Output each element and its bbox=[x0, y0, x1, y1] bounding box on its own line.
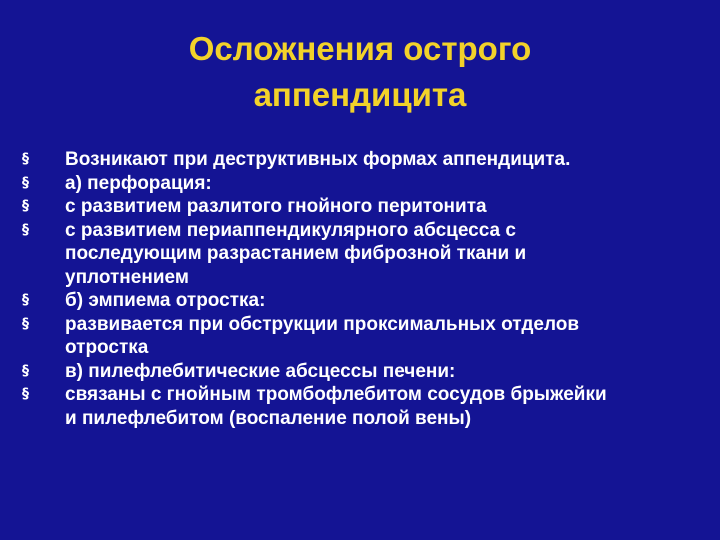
bullet-text bbox=[65, 196, 487, 217]
section-sign-bullet-icon: § bbox=[22, 151, 29, 167]
bullet-line: Возникают при деструктивных формах аппендицита. bbox=[65, 149, 571, 170]
bullet-line: а) перфорация: bbox=[65, 172, 212, 194]
bullet-line: связаны с гнойным тромбофлебитом сосудов брыжейки bbox=[65, 384, 607, 405]
section-sign-bullet-icon: § bbox=[22, 198, 29, 214]
bullet-text bbox=[65, 361, 455, 382]
section-sign-bullet-icon: § bbox=[22, 292, 29, 308]
bullet-line: последующим разрастанием фиброзной ткани и bbox=[65, 243, 527, 264]
section-sign-bullet-icon: § bbox=[22, 174, 29, 191]
bullet-item bbox=[22, 289, 712, 313]
bullet-item bbox=[22, 383, 712, 430]
bullet-text bbox=[65, 149, 570, 170]
bullet-text bbox=[65, 314, 579, 359]
bullet-line: в) пилефлебитические абсцессы печени: bbox=[65, 360, 456, 382]
bullet-item bbox=[22, 219, 712, 290]
section-sign-bullet-icon: § bbox=[22, 315, 29, 332]
bullet-line: и пилефлебитом (воспаление полой вены) bbox=[65, 407, 472, 429]
bullet-item bbox=[22, 172, 712, 196]
bullet-item bbox=[22, 148, 712, 172]
section-sign-bullet-icon: § bbox=[22, 221, 29, 238]
bullet-item bbox=[22, 195, 712, 219]
section-sign-bullet-icon: § bbox=[22, 386, 29, 402]
title-line-1: Осложнения острого bbox=[188, 30, 532, 67]
bullet-text bbox=[65, 290, 265, 311]
bullet-text bbox=[65, 173, 212, 194]
bullet-item bbox=[22, 313, 712, 360]
slide-title bbox=[40, 26, 680, 118]
bullet-text bbox=[65, 384, 607, 429]
title-line-2: аппендицита bbox=[253, 76, 467, 113]
bullet-line: отростка bbox=[65, 337, 149, 358]
bullet-line: уплотнением bbox=[65, 266, 189, 288]
bullet-line: б) эмпиема отростка: bbox=[65, 290, 266, 311]
bullet-line: с развитием разлитого гнойного перитонита bbox=[65, 196, 487, 217]
bullet-text bbox=[65, 220, 526, 288]
section-sign-bullet-icon: § bbox=[22, 362, 29, 379]
bullet-item bbox=[22, 360, 712, 384]
bullet-line: с развитием периаппендикулярного абсцесса с bbox=[65, 219, 516, 241]
bullet-list bbox=[22, 148, 712, 430]
bullet-line: развивается при обструкции проксимальных отделов bbox=[65, 313, 580, 335]
